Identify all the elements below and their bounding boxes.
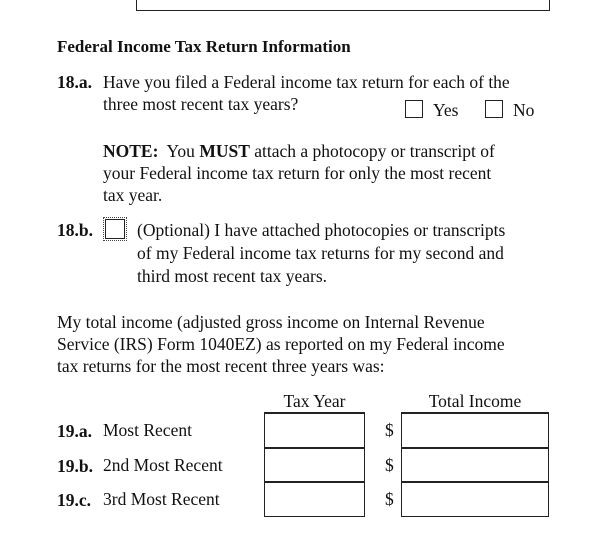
- row-19a-total-income-field[interactable]: [401, 413, 549, 448]
- note-line3: tax year.: [103, 185, 163, 205]
- row-19b-tax-year-field[interactable]: [264, 448, 365, 482]
- row-19b-label: 2nd Most Recent: [103, 455, 223, 475]
- tax-year-header: Tax Year: [283, 391, 346, 411]
- q18a-text-line1: Have you filed a Federal income tax return for each of the: [103, 72, 510, 92]
- row-19c-tax-year-field[interactable]: [264, 482, 365, 517]
- q18b-checkbox[interactable]: [105, 219, 125, 239]
- row-19c-label: 3rd Most Recent: [103, 489, 220, 509]
- note-text-attach: attach a photocopy or transcript of: [254, 141, 495, 161]
- previous-answer-field[interactable]: [136, 0, 550, 11]
- row-19a-label: Most Recent: [103, 420, 192, 440]
- income-paragraph-line2: Service (IRS) Form 1040EZ) as reported on my Federal income: [57, 334, 505, 354]
- no-label: No: [513, 100, 535, 120]
- q18b-text-line3: third most recent tax years.: [137, 266, 328, 286]
- no-checkbox[interactable]: [485, 100, 503, 118]
- income-paragraph-line1: My total income (adjusted gross income on Internal Revenue: [57, 312, 485, 332]
- section-title: Federal Income Tax Return Information: [57, 37, 351, 56]
- note-must: MUST: [199, 141, 250, 161]
- q18b-number: 18.b.: [57, 220, 93, 240]
- row-19b-dollar-sign: $: [385, 455, 394, 475]
- q18a-text-line2: three most recent tax years?: [103, 94, 299, 114]
- row-19b-number: 19.b.: [57, 456, 93, 476]
- note-line2: your Federal income tax return for only the most recent: [103, 163, 492, 183]
- q18b-text-line1: (Optional) I have attached photocopies or transcripts: [137, 220, 506, 240]
- row-19c-number: 19.c.: [57, 490, 92, 510]
- yes-label: Yes: [433, 100, 459, 120]
- note-line1: [103, 140, 495, 162]
- yes-checkbox[interactable]: [405, 100, 423, 118]
- income-paragraph-line3: tax returns for the most recent three years was:: [57, 356, 385, 376]
- row-19a-tax-year-field[interactable]: [264, 413, 365, 448]
- row-19a-dollar-sign: $: [385, 420, 394, 440]
- q18b-text-line2: of my Federal income tax returns for my second and: [137, 243, 504, 263]
- q18a-number: 18.a.: [57, 72, 92, 92]
- row-19c-total-income-field[interactable]: [401, 482, 549, 517]
- note-text-you: You: [166, 141, 195, 161]
- row-19a-number: 19.a.: [57, 421, 92, 441]
- total-income-header: Total Income: [428, 391, 522, 411]
- note-prefix: NOTE:: [103, 141, 159, 161]
- row-19b-total-income-field[interactable]: [401, 448, 549, 482]
- row-19c-dollar-sign: $: [385, 489, 394, 509]
